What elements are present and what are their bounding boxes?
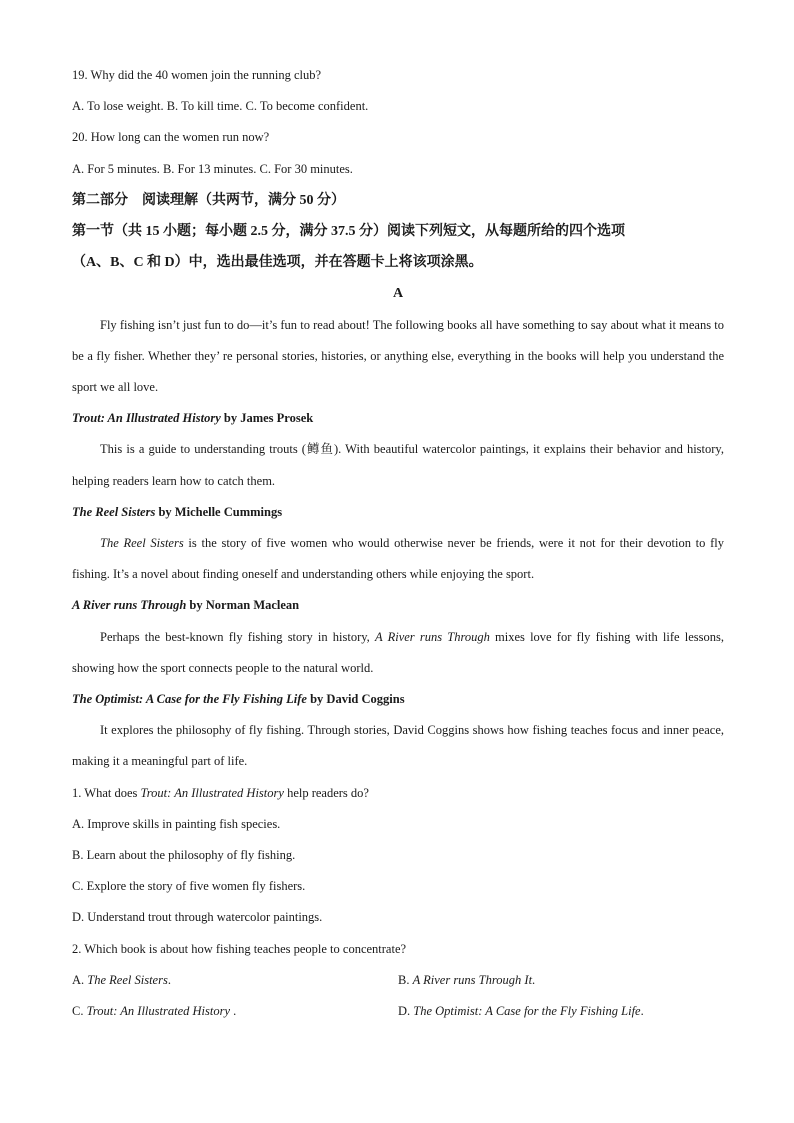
- book-author: by Norman Maclean: [186, 598, 300, 613]
- book-title-text: The Optimist: A Case for the Fly Fishing Life: [72, 692, 307, 706]
- question-2: 2. Which book is about how fishing teaches people to concentrate?: [72, 941, 407, 956]
- passage-label: A: [392, 286, 404, 302]
- book-desc-river: [72, 622, 724, 684]
- inline-book-title: The Reel Sisters: [100, 535, 184, 550]
- question-2-option-b: B. A River runs Through It.: [398, 972, 536, 987]
- question-1-option-a: A. Improve skills in painting fish species.: [72, 816, 281, 831]
- book-title-trout: [72, 403, 724, 434]
- book-title-text: A River runs Through: [72, 598, 187, 613]
- book-desc-trout: This is a guide to understanding trouts (鳟鱼). With beautiful watercolor paintings, it explains their behavior and history, helping readers learn how to catch them.: [72, 442, 724, 488]
- question-2-option-d: D. The Optimist: A Case for the Fly Fishing Life.: [398, 1003, 644, 1018]
- book-title-text: Trout: An Illustrated History: [72, 411, 221, 426]
- question-1: 1. What does Trout: An Illustrated History help readers do?: [72, 785, 369, 800]
- inline-book-title: A River runs Through: [375, 629, 490, 644]
- section1-instructions-line1: 第一节（共 15 小题；每小题 2.5 分，满分 37.5 分）阅读下列短文，从每题所给的四个选项: [72, 223, 625, 239]
- book-author: by Michelle Cummings: [155, 504, 283, 519]
- book-title-reel-sisters: [72, 497, 724, 528]
- desc-text: is the story of five women who would otherwise never be friends, were it not for their devotion to fly fishing. It’s a novel about finding oneself and understanding others while enjoying the sport.: [72, 535, 724, 582]
- document-page: [72, 60, 724, 1027]
- question-1-option-c: C. Explore the story of five women fly fishers.: [72, 879, 306, 894]
- desc-text: mixes love for fly fishing with life lessons, showing how the sport connects people to the natural world.: [72, 629, 724, 675]
- book-author: by James Prosek: [220, 411, 314, 426]
- question-2-option-a: A. The Reel Sisters.: [72, 972, 171, 987]
- section1-instructions-line2: （A、B、C 和 D）中，选出最佳选项，并在答题卡上将该项涂黑。: [72, 255, 483, 271]
- question-1-option-d: D. Understand trout through watercolor paintings.: [72, 910, 323, 925]
- question-20-options: A. For 5 minutes. B. For 13 minutes. C. For 30 minutes.: [72, 161, 353, 176]
- book-title-river: [72, 590, 724, 621]
- book-author: by David Coggins: [306, 692, 405, 706]
- book-desc-reel-sisters: [72, 528, 724, 590]
- question-20: 20. How long can the women run now?: [72, 130, 270, 145]
- book-title-text: The Reel Sisters: [72, 504, 156, 519]
- question-19: 19. Why did the 40 women join the running club?: [72, 68, 322, 82]
- part2-title: 第二部分 阅读理解（共两节，满分 50 分）: [72, 192, 345, 208]
- book-title-optimist: [72, 684, 724, 715]
- question-19-options: A. To lose weight. B. To kill time. C. To become confident.: [72, 99, 369, 114]
- desc-text: Perhaps the best-known fly fishing story in history,: [100, 629, 375, 644]
- question-1-option-b: B. Learn about the philosophy of fly fishing.: [72, 847, 296, 862]
- passage-intro: Fly fishing isn’t just fun to do—it’s fun to read about! The following books all have something to say about what it means to be a fly fisher. Whether they’ re personal stories, histories, or anything else, everything in the books will help you understand the sport we all love.: [72, 317, 724, 394]
- question-2-option-c: C. Trout: An Illustrated History .: [72, 1003, 237, 1018]
- question-2-options-row1: [72, 965, 724, 996]
- book-desc-optimist: It explores the philosophy of fly fishing. Through stories, David Coggins shows how fishing teaches focus and inner peace, making it a meaningful part of life.: [72, 723, 724, 769]
- question-2-options-row2: [72, 996, 724, 1027]
- inline-book-title: Trout: An Illustrated History: [140, 785, 284, 800]
